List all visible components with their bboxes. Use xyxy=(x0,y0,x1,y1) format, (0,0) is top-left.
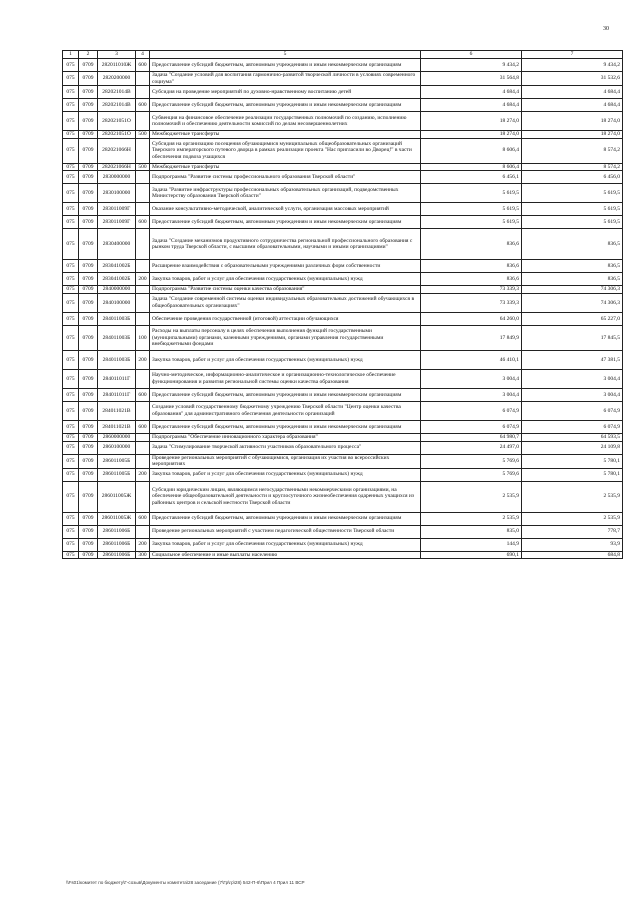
cell-c3: 282021051О xyxy=(98,112,136,131)
cell-c2: 0709 xyxy=(79,512,98,525)
cell-c1: 075 xyxy=(63,184,79,203)
cell-c5: Задача "Создание современной системы оценки индивидуальных образовательных достижений обучающихся в общеобразовательных организациях" xyxy=(150,293,421,312)
table-row xyxy=(63,293,623,312)
cell-c2: 0709 xyxy=(79,468,98,481)
cell-c1: 075 xyxy=(63,481,79,512)
cell-c1: 075 xyxy=(63,468,79,481)
cell-c7: 5 780,1 xyxy=(522,454,623,468)
cell-c1: 075 xyxy=(63,72,79,86)
table-row xyxy=(63,420,623,433)
cell-c6: 46 410,1 xyxy=(421,350,522,369)
cell-c4 xyxy=(136,454,150,468)
cell-c2: 0709 xyxy=(79,401,98,420)
cell-c5: Создание условий государственному бюджетному учреждению Тверской области "Центр оценки качества образования" для административного обеспечения деятельности организаций xyxy=(150,401,421,420)
cell-c4 xyxy=(136,72,150,86)
cell-c5: Подпрограмма "Обеспечение инновационного характера образования" xyxy=(150,433,421,441)
cell-c3: 284011003Б xyxy=(98,350,136,369)
cell-c6: 4 684,4 xyxy=(421,99,522,112)
cell-c6: 18 274,0 xyxy=(421,131,522,139)
cell-c2: 0709 xyxy=(79,441,98,454)
table-row xyxy=(63,229,623,260)
cell-c4 xyxy=(136,184,150,203)
cell-c3: 2830400000 xyxy=(98,229,136,260)
cell-c6: 5 769,6 xyxy=(421,468,522,481)
cell-c1: 075 xyxy=(63,369,79,388)
cell-c1: 075 xyxy=(63,59,79,72)
header-cell-1: 1 xyxy=(63,51,79,59)
cell-c2: 0709 xyxy=(79,325,98,350)
cell-c2: 0709 xyxy=(79,286,98,294)
cell-c3: 286011006Б xyxy=(98,551,136,559)
cell-c6: 836,6 xyxy=(421,229,522,260)
cell-c4: 600 xyxy=(136,420,150,433)
cell-c5: Научно-методическое, информационно-аналитическое и организационно-технологическое обеспечение функционирования и развития региональной системы оценки качества образования xyxy=(150,369,421,388)
cell-c3: 282021066Н xyxy=(98,138,136,163)
cell-c1: 075 xyxy=(63,203,79,216)
cell-c7: 778,7 xyxy=(522,525,623,538)
cell-c6: 836,6 xyxy=(421,260,522,273)
cell-c5: Расширение взаимодействия с образовательными учреждениями различных форм собственности xyxy=(150,260,421,273)
cell-c7: 6 074,9 xyxy=(522,420,623,433)
cell-c1: 075 xyxy=(63,138,79,163)
header-cell-6: 6 xyxy=(421,51,522,59)
table-row xyxy=(63,401,623,420)
cell-c5: Задача "Создание условий для воспитания гармонично-развитой творческой личности в условиях современного социума" xyxy=(150,72,421,86)
cell-c3: 2860100000 xyxy=(98,441,136,454)
table-row xyxy=(63,468,623,481)
cell-c2: 0709 xyxy=(79,312,98,325)
cell-c6: 5 769,6 xyxy=(421,454,522,468)
cell-c2: 0709 xyxy=(79,454,98,468)
cell-c7: 9 434,2 xyxy=(522,59,623,72)
cell-c7: 8 574,2 xyxy=(522,163,623,171)
cell-c4 xyxy=(136,138,150,163)
cell-c6: 64 260,0 xyxy=(421,312,522,325)
cell-c2: 0709 xyxy=(79,99,98,112)
table-row xyxy=(63,369,623,388)
cell-c2: 0709 xyxy=(79,216,98,229)
cell-c6: 3 004,4 xyxy=(421,388,522,401)
header-cell-5: 5 xyxy=(150,51,421,59)
table-row xyxy=(63,72,623,86)
table-row xyxy=(63,163,623,171)
cell-c3: 282011010Ж xyxy=(98,59,136,72)
cell-c2: 0709 xyxy=(79,273,98,286)
cell-c1: 075 xyxy=(63,525,79,538)
cell-c5: Закупка товаров, работ и услуг для обеспечения государственных (муниципальных) нужд xyxy=(150,538,421,551)
cell-c7: 4 684,4 xyxy=(522,99,623,112)
cell-c3: 284011003Б xyxy=(98,312,136,325)
cell-c4 xyxy=(136,260,150,273)
cell-c2: 0709 xyxy=(79,293,98,312)
header-cell-3: 3 xyxy=(98,51,136,59)
cell-c5: Социальное обеспечение и иные выплаты населению xyxy=(150,551,421,559)
cell-c1: 075 xyxy=(63,388,79,401)
cell-c2: 0709 xyxy=(79,184,98,203)
table-row xyxy=(63,441,623,454)
cell-c5: Подпрограмма "Развитие системы оценки качества образования" xyxy=(150,286,421,294)
cell-c5: Закупка товаров, работ и услуг для обеспечения государственных (муниципальных) нужд xyxy=(150,273,421,286)
cell-c2: 0709 xyxy=(79,229,98,260)
cell-c7: 5 619,5 xyxy=(522,184,623,203)
file-path-footer: \\Fs01\комитет по бюджету\Г-созыв\Документы комитета\28 заседание (7\Гр\гр\28) 542-П-6\Прил 4 Прил 11 ВСР xyxy=(66,880,305,885)
cell-c7: 4 684,4 xyxy=(522,86,623,99)
cell-c7: 17 845,5 xyxy=(522,325,623,350)
cell-c6: 6 074,9 xyxy=(421,401,522,420)
cell-c3: 284011011Г xyxy=(98,369,136,388)
cell-c2: 0709 xyxy=(79,388,98,401)
cell-c1: 075 xyxy=(63,433,79,441)
cell-c5: Оказание консультативно-методической, аналитической услуги, организация массовых мероприятий xyxy=(150,203,421,216)
cell-c7: 18 274,0 xyxy=(522,112,623,131)
cell-c1: 075 xyxy=(63,216,79,229)
cell-c7: 3 004,4 xyxy=(522,388,623,401)
cell-c5: Задача "Создание механизмов продуктивного сотрудничества региональной профессионального образования с рынком труда Тверской области, с высшими образовательными, научными и иными организациями" xyxy=(150,229,421,260)
table-row xyxy=(63,59,623,72)
cell-c3: 2830100000 xyxy=(98,184,136,203)
cell-c3: 286011006Б xyxy=(98,525,136,538)
table-row xyxy=(63,350,623,369)
table-row xyxy=(63,171,623,184)
cell-c3: 284011003Б xyxy=(98,325,136,350)
cell-c3: 2820200000 xyxy=(98,72,136,86)
header-cell-7: 7 xyxy=(522,51,623,59)
cell-c3: 286011006Б xyxy=(98,538,136,551)
cell-c4 xyxy=(136,293,150,312)
cell-c7: 18 274,0 xyxy=(522,131,623,139)
cell-c1: 075 xyxy=(63,260,79,273)
cell-c7: 684,8 xyxy=(522,551,623,559)
cell-c5: Обеспечение проведения государственной (итоговой) аттестации обучающихся xyxy=(150,312,421,325)
cell-c2: 0709 xyxy=(79,551,98,559)
cell-c6: 73 339,3 xyxy=(421,286,522,294)
cell-c7: 74 306,3 xyxy=(522,286,623,294)
cell-c5: Предоставление субсидий бюджетным, автономным учреждениям и иным некоммерческим организациям xyxy=(150,512,421,525)
cell-c3: 2840100000 xyxy=(98,293,136,312)
cell-c6: 6 074,9 xyxy=(421,420,522,433)
cell-c6: 835,0 xyxy=(421,525,522,538)
cell-c1: 075 xyxy=(63,350,79,369)
cell-c3: 286011005Ж xyxy=(98,481,136,512)
cell-c4: 200 xyxy=(136,350,150,369)
cell-c6: 5 619,5 xyxy=(421,184,522,203)
cell-c5: Проведение региональных мероприятий с участием педагогической общественности Тверской области xyxy=(150,525,421,538)
cell-c2: 0709 xyxy=(79,350,98,369)
cell-c3: 286011005Ж xyxy=(98,512,136,525)
cell-c6: 4 684,4 xyxy=(421,86,522,99)
cell-c4 xyxy=(136,86,150,99)
cell-c2: 0709 xyxy=(79,163,98,171)
cell-c6: 2 535,9 xyxy=(421,481,522,512)
cell-c2: 0709 xyxy=(79,260,98,273)
cell-c5: Подпрограмма "Развитие системы профессионального образования Тверской области" xyxy=(150,171,421,184)
cell-c3: 282021051О xyxy=(98,131,136,139)
cell-c5: Субвенция на финансовое обеспечение реализации государственных полномочий по созданию, исполнению полномочий и обеспечению деятельности комиссий по делам несовершеннолетних xyxy=(150,112,421,131)
table-row xyxy=(63,525,623,538)
cell-c2: 0709 xyxy=(79,433,98,441)
budget-table xyxy=(62,50,623,559)
cell-c6: 24 497,0 xyxy=(421,441,522,454)
cell-c5: Расходы на выплаты персоналу в целях обеспечения выполнения функций государственными (муниципальными) органами, казенными учреждениями, органами управления государственными внебюджетными фондами xyxy=(150,325,421,350)
table-row xyxy=(63,273,623,286)
cell-c1: 075 xyxy=(63,163,79,171)
cell-c4 xyxy=(136,229,150,260)
cell-c7: 5 619,5 xyxy=(522,216,623,229)
cell-c4 xyxy=(136,286,150,294)
table-header-row xyxy=(63,51,623,59)
cell-c5: Межбюджетные трансферты xyxy=(150,163,421,171)
cell-c5: Предоставление субсидий бюджетным, автономным учреждениям и иным некоммерческим организациям xyxy=(150,420,421,433)
cell-c6: 73 339,3 xyxy=(421,293,522,312)
cell-c2: 0709 xyxy=(79,171,98,184)
cell-c4: 600 xyxy=(136,512,150,525)
cell-c2: 0709 xyxy=(79,86,98,99)
cell-c3: 286011005Б xyxy=(98,454,136,468)
cell-c7: 5 619,5 xyxy=(522,203,623,216)
header-cell-4: 4 xyxy=(136,51,150,59)
cell-c3: 282021066Н xyxy=(98,163,136,171)
cell-c5: Субсидия на проведение мероприятий по духовно-нравственному воспитанию детей xyxy=(150,86,421,99)
cell-c4: 600 xyxy=(136,388,150,401)
table-row xyxy=(63,216,623,229)
cell-c6: 144,9 xyxy=(421,538,522,551)
cell-c3: 282021014В xyxy=(98,86,136,99)
cell-c3: 284011011Г xyxy=(98,388,136,401)
cell-c6: 31 564,8 xyxy=(421,72,522,86)
cell-c3: 284011021В xyxy=(98,401,136,420)
cell-c1: 075 xyxy=(63,401,79,420)
cell-c1: 075 xyxy=(63,551,79,559)
cell-c7: 6 074,9 xyxy=(522,401,623,420)
table-row xyxy=(63,184,623,203)
cell-c6: 836,6 xyxy=(421,273,522,286)
table-row xyxy=(63,454,623,468)
cell-c6: 8 606,4 xyxy=(421,163,522,171)
cell-c2: 0709 xyxy=(79,59,98,72)
cell-c6: 9 434,2 xyxy=(421,59,522,72)
table-row xyxy=(63,203,623,216)
page-number: 30 xyxy=(603,26,609,32)
cell-c1: 075 xyxy=(63,454,79,468)
cell-c5: Закупка товаров, работ и услуг для обеспечения государственных (муниципальных) нужд xyxy=(150,468,421,481)
table-row xyxy=(63,260,623,273)
cell-c3: 2840000000 xyxy=(98,286,136,294)
cell-c2: 0709 xyxy=(79,420,98,433)
cell-c6: 5 619,5 xyxy=(421,216,522,229)
cell-c5: Предоставление субсидий бюджетным, автономным учреждениям и иным некоммерческим организациям xyxy=(150,59,421,72)
cell-c4 xyxy=(136,112,150,131)
cell-c1: 075 xyxy=(63,441,79,454)
cell-c6: 18 274,0 xyxy=(421,112,522,131)
cell-c1: 075 xyxy=(63,171,79,184)
cell-c3: 2830000000 xyxy=(98,171,136,184)
cell-c4: 200 xyxy=(136,273,150,286)
cell-c6: 17 849,9 xyxy=(421,325,522,350)
cell-c2: 0709 xyxy=(79,112,98,131)
cell-c2: 0709 xyxy=(79,138,98,163)
cell-c4: 200 xyxy=(136,468,150,481)
cell-c4 xyxy=(136,203,150,216)
cell-c5: Задача "Стимулирование творческой активности участников образовательного процесса" xyxy=(150,441,421,454)
cell-c7: 836,5 xyxy=(522,229,623,260)
cell-c5: Задача "Развитие инфраструктуры профессиональных образовательных организаций, подведомственных Министерству образования Тверской области" xyxy=(150,184,421,203)
cell-c4 xyxy=(136,525,150,538)
table-row xyxy=(63,312,623,325)
cell-c6: 2 535,9 xyxy=(421,512,522,525)
cell-c6: 8 606,4 xyxy=(421,138,522,163)
cell-c1: 075 xyxy=(63,273,79,286)
cell-c4: 200 xyxy=(136,538,150,551)
table-row xyxy=(63,388,623,401)
cell-c2: 0709 xyxy=(79,481,98,512)
cell-c1: 075 xyxy=(63,312,79,325)
cell-c4 xyxy=(136,433,150,441)
cell-c4: 100 xyxy=(136,325,150,350)
cell-c1: 075 xyxy=(63,538,79,551)
cell-c3: 283011009Г xyxy=(98,216,136,229)
cell-c5: Закупка товаров, работ и услуг для обеспечения государственных (муниципальных) нужд xyxy=(150,350,421,369)
cell-c4 xyxy=(136,369,150,388)
cell-c1: 075 xyxy=(63,420,79,433)
cell-c7: 93,9 xyxy=(522,538,623,551)
table-row xyxy=(63,99,623,112)
cell-c4 xyxy=(136,312,150,325)
cell-c6: 6 456,1 xyxy=(421,171,522,184)
cell-c7: 3 004,4 xyxy=(522,369,623,388)
table-row xyxy=(63,86,623,99)
cell-c7: 47 381,5 xyxy=(522,350,623,369)
cell-c6: 64 980,7 xyxy=(421,433,522,441)
cell-c1: 075 xyxy=(63,512,79,525)
cell-c1: 075 xyxy=(63,325,79,350)
cell-c2: 0709 xyxy=(79,369,98,388)
table-row xyxy=(63,551,623,559)
cell-c1: 075 xyxy=(63,86,79,99)
cell-c2: 0709 xyxy=(79,538,98,551)
cell-c4: 600 xyxy=(136,216,150,229)
table-row xyxy=(63,538,623,551)
table-row xyxy=(63,138,623,163)
cell-c6: 690,1 xyxy=(421,551,522,559)
table-row xyxy=(63,433,623,441)
cell-c7: 8 574,2 xyxy=(522,138,623,163)
cell-c6: 5 619,5 xyxy=(421,203,522,216)
cell-c4: 300 xyxy=(136,551,150,559)
cell-c5: Предоставление субсидий бюджетным, автономным учреждениям и иным некоммерческим организациям xyxy=(150,388,421,401)
cell-c7: 24 109,8 xyxy=(522,441,623,454)
cell-c2: 0709 xyxy=(79,525,98,538)
cell-c1: 075 xyxy=(63,293,79,312)
cell-c4 xyxy=(136,441,150,454)
cell-c3: 2860000000 xyxy=(98,433,136,441)
table-row xyxy=(63,325,623,350)
table-row xyxy=(63,512,623,525)
table-row xyxy=(63,481,623,512)
cell-c5: Межбюджетные трансферты xyxy=(150,131,421,139)
cell-c5: Субсидии юридическим лицам, являющимся негосударственными некоммерческими организациями, на обеспечение общеобразовательной деятельности и круглосуточного жизнеобеспечения одаренных учащихся из районных центров и сельской местности Тверской области xyxy=(150,481,421,512)
cell-c3: 286011005Б xyxy=(98,468,136,481)
cell-c4: 600 xyxy=(136,59,150,72)
cell-c7: 836,5 xyxy=(522,260,623,273)
cell-c3: 283041002Б xyxy=(98,260,136,273)
cell-c1: 075 xyxy=(63,286,79,294)
cell-c5: Субсидия на организацию посещения обучающимися муниципальных общеобразовательных организаций Тверского императорского путевого дворца в рамках реализации проекта "Нас пригласили во Дворец!" в части обеспечения подвоза учащихся xyxy=(150,138,421,163)
cell-c4: 500 xyxy=(136,131,150,139)
cell-c3: 283011009Г xyxy=(98,203,136,216)
cell-c5: Предоставление субсидий бюджетным, автономным учреждениям и иным некоммерческим организациям xyxy=(150,216,421,229)
cell-c2: 0709 xyxy=(79,203,98,216)
cell-c5: Проведение региональных мероприятий с обучающимися, организация их участия во всероссийских мероприятиях xyxy=(150,454,421,468)
cell-c1: 075 xyxy=(63,131,79,139)
cell-c7: 6 456,0 xyxy=(522,171,623,184)
cell-c2: 0709 xyxy=(79,72,98,86)
cell-c4: 500 xyxy=(136,163,150,171)
cell-c2: 0709 xyxy=(79,131,98,139)
cell-c1: 075 xyxy=(63,229,79,260)
cell-c4 xyxy=(136,401,150,420)
cell-c7: 2 535,9 xyxy=(522,481,623,512)
cell-c7: 64 593,5 xyxy=(522,433,623,441)
cell-c7: 836,5 xyxy=(522,273,623,286)
cell-c3: 282021014В xyxy=(98,99,136,112)
cell-c1: 075 xyxy=(63,99,79,112)
cell-c6: 3 004,4 xyxy=(421,369,522,388)
cell-c7: 74 306,3 xyxy=(522,293,623,312)
cell-c7: 2 535,9 xyxy=(522,512,623,525)
table-row xyxy=(63,112,623,131)
cell-c1: 075 xyxy=(63,112,79,131)
table-row xyxy=(63,286,623,294)
cell-c7: 65 227,0 xyxy=(522,312,623,325)
table-row xyxy=(63,131,623,139)
cell-c7: 31 532,6 xyxy=(522,72,623,86)
cell-c4 xyxy=(136,171,150,184)
cell-c7: 5 780,1 xyxy=(522,468,623,481)
cell-c3: 284011021В xyxy=(98,420,136,433)
cell-c5: Предоставление субсидий бюджетным, автономным учреждениям и иным некоммерческим организациям xyxy=(150,99,421,112)
cell-c4: 600 xyxy=(136,99,150,112)
header-cell-2: 2 xyxy=(79,51,98,59)
cell-c3: 283041002Б xyxy=(98,273,136,286)
cell-c4 xyxy=(136,481,150,512)
